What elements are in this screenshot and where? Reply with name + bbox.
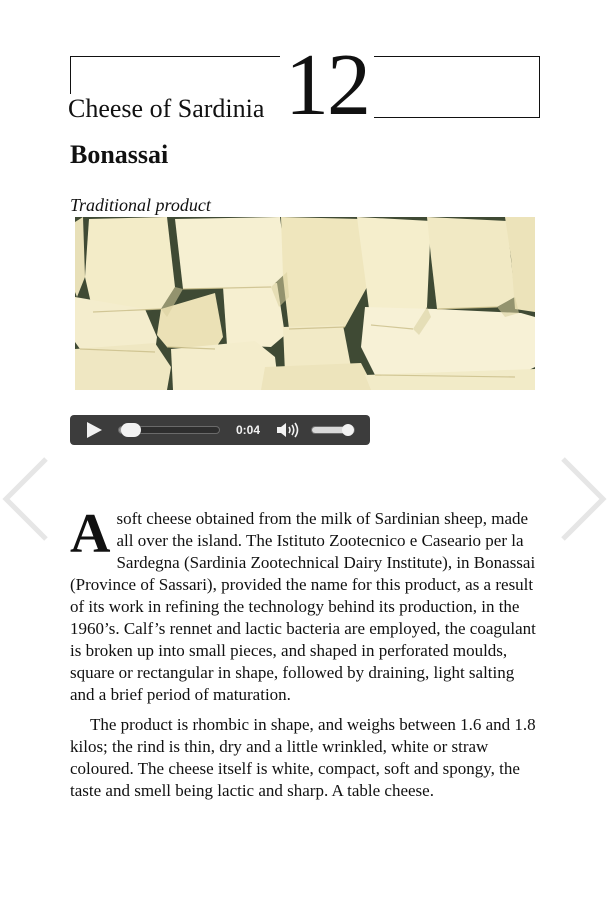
header-rule [539, 56, 540, 117]
play-button[interactable] [84, 421, 104, 439]
product-name: Bonassai [70, 140, 169, 169]
section-title: Cheese of Sardinia [68, 94, 265, 123]
paragraph [70, 503, 542, 706]
header-rule [70, 56, 280, 57]
play-icon [84, 421, 104, 439]
volume-icon [276, 421, 300, 439]
product-type: Traditional product [70, 195, 211, 215]
volume-handle[interactable] [342, 424, 354, 436]
chapter-number: 12 [285, 37, 369, 134]
header-rule [374, 117, 540, 118]
previous-page-button[interactable] [0, 455, 50, 543]
header-rule [70, 56, 71, 94]
next-page-button[interactable] [559, 455, 609, 543]
article-body [70, 503, 542, 810]
volume-button[interactable] [276, 421, 300, 439]
chevron-right-icon [559, 455, 609, 543]
paragraph: The product is rhombic in shape, and weighs between 1.6 and 1.8 kilos; the rind is thin, dry and a little wrinkled, white or straw coloured. The cheese itself is white, compact, soft and spongy, the taste and smell being lactic and sharp. A table cheese. [70, 715, 536, 800]
audio-player [70, 415, 370, 445]
volume-slider[interactable] [311, 426, 355, 434]
time-readout: 0:04 [236, 423, 261, 437]
cheese-photo [75, 217, 535, 390]
chevron-left-icon [0, 455, 50, 543]
drop-cap: A [70, 503, 111, 565]
seek-bar[interactable] [118, 426, 220, 434]
header-rule [374, 56, 540, 57]
paragraph-text: soft cheese obtained from the milk of Sardinian sheep, made all over the island. The Istituto Zootecnico e Caseario per la Sardegna (Sardinia Zootechnical Dairy Institute), in Bonassai (Province of Sassari), provided the name for this product, as a result of its work in refining the technology behind its production, in the 1960’s. Calf’s rennet and lactic bacteria are employed, the coagulant is broken up into small pieces, and shaped in perforated moulds, square or rectangular in shape, followed by draining, light salting and a brief period of maturation. [70, 509, 536, 704]
seek-handle[interactable] [121, 423, 141, 437]
